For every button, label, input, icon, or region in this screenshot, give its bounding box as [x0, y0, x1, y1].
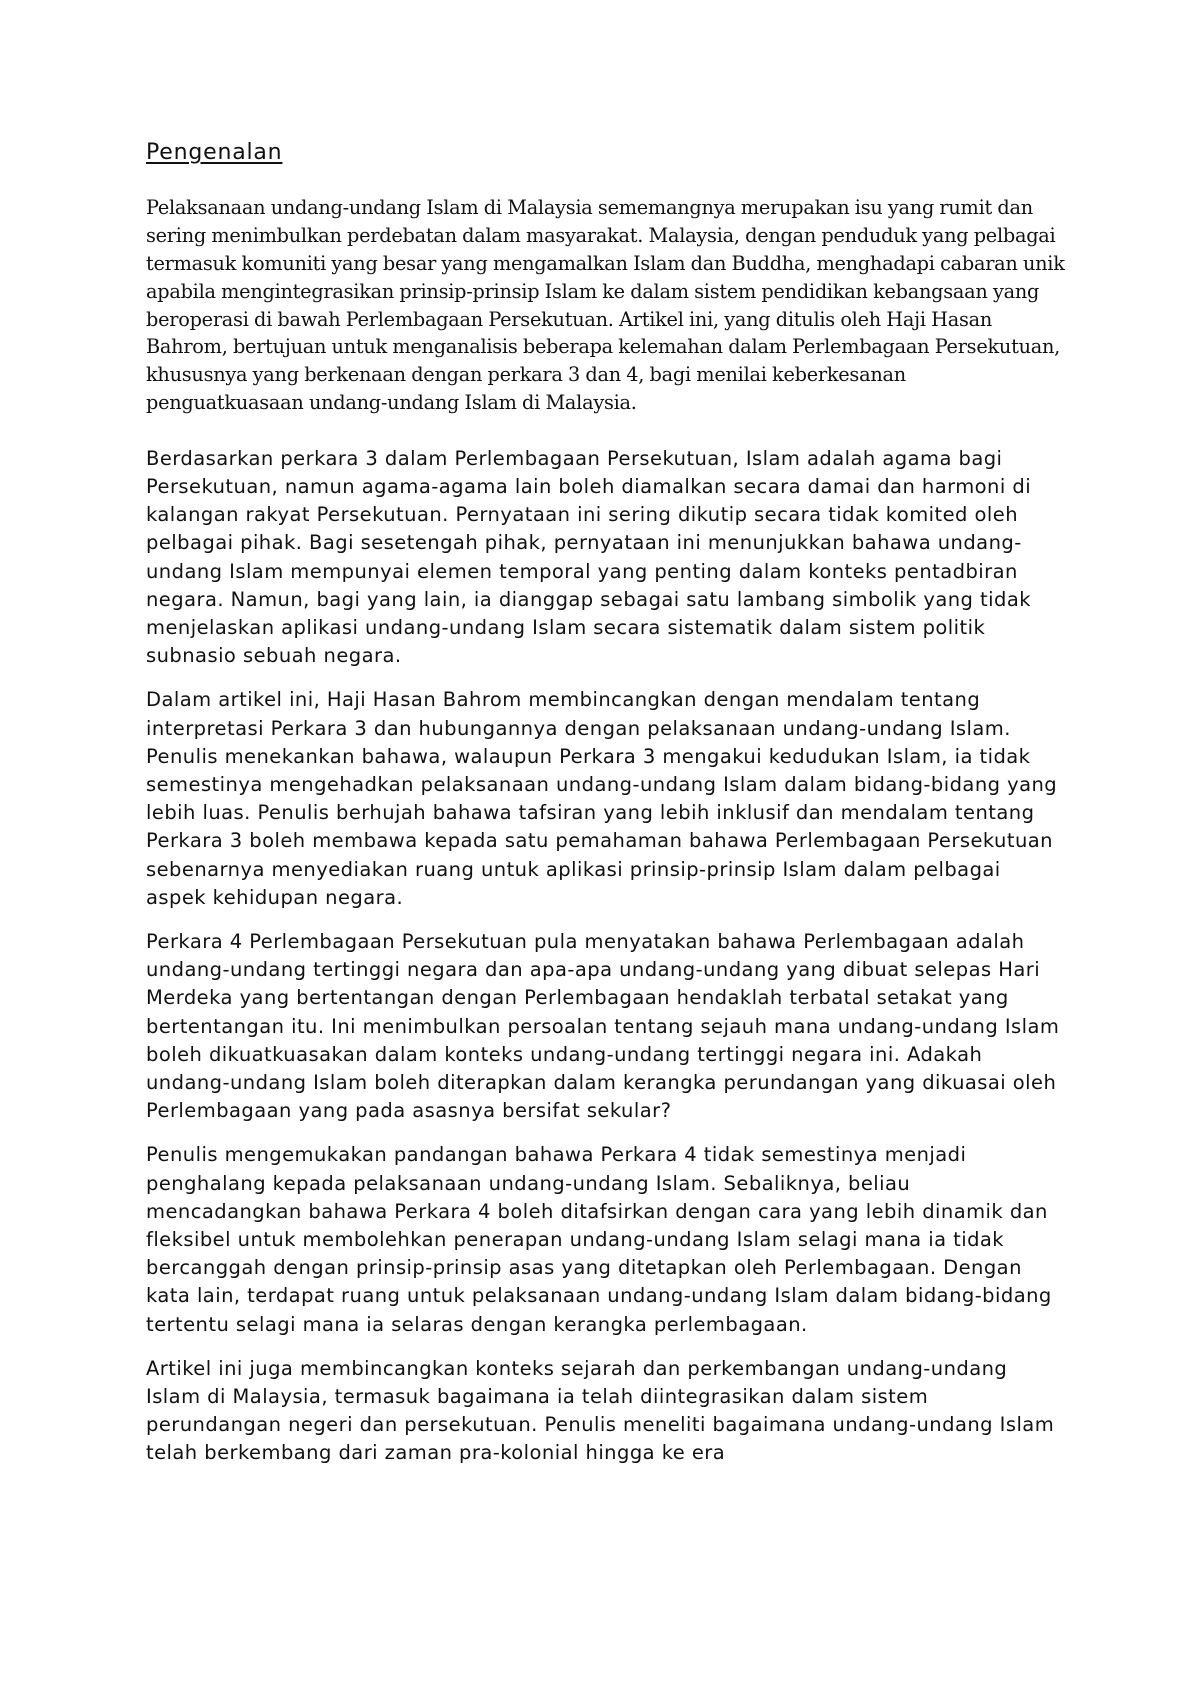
paragraph-perkara-4: Perkara 4 Perlembagaan Persekutuan pula menyatakan bahawa Perlembagaan adalah undang-undang tertinggi negara dan apa-apa undang-undang yang dibuat selepas Hari Merdeka yang bertentangan dengan Perlembagaan hendaklah terbatal setakat yang bertentangan itu. Ini menimbulkan persoalan tentang sejauh mana undang-undang Islam boleh dikuatkuasakan dalam konteks undang-undang tertinggi negara ini. Adakah undang-undang Islam boleh diterapkan dalam kerangka perundangan yang dikuasai oleh Perlembagaan yang pada asasnya bersifat sekular?	[146, 930, 1060, 1123]
paragraph-intro: Pelaksanaan undang-undang Islam di Malaysia sememangnya merupakan isu yang rumit dan sering menimbulkan perdebatan dalam masyarakat. Malaysia, dengan penduduk yang pelbagai termasuk komuniti yang besar yang mengamalkan Islam dan Buddha, menghadapi cabaran unik apabila mengintegrasikan prinsip-prinsip Islam ke dalam sistem pendidikan kebangsaan yang beroperasi di bawah Perlembagaan Persekutuan. Artikel ini, yang ditulis oleh Haji Hasan Bahrom, bertujuan untuk menganalisis beberapa kelemahan dalam Perlembagaan Persekutuan, khususnya yang berkenaan dengan perkara 3 dan 4, bagi menilai keberkesanan penguatkuasaan undang-undang Islam di Malaysia.	[146, 196, 1065, 414]
paragraph-pandangan-penulis: Penulis mengemukakan pandangan bahawa Perkara 4 tidak semestinya menjadi penghalang kepada pelaksanaan undang-undang Islam. Sebaliknya, beliau mencadangkan bahawa Perkara 4 boleh ditafsirkan dengan cara yang lebih dinamik dan fleksibel untuk membolehkan penerapan undang-undang Islam selagi mana ia tidak bercanggah dengan prinsip-prinsip asas yang ditetapkan oleh Perlembagaan. Dengan kata lain, terdapat ruang untuk pelaksanaan undang-undang Islam dalam bidang-bidang tertentu selagi mana ia selaras dengan kerangka perlembagaan.	[146, 1143, 1052, 1336]
paragraph-perkara-3: Berdasarkan perkara 3 dalam Perlembagaan Persekutuan, Islam adalah agama bagi Persekutuan, namun agama-agama lain boleh diamalkan secara damai dan harmoni di kalangan rakyat Persekutuan. Pernyataan ini sering dikutip secara tidak komited oleh pelbagai pihak. Bagi sesetengah pihak, pernyataan ini menunjukkan bahawa undang-undang Islam mempunyai elemen temporal yang penting dalam konteks pentadbiran negara. Namun, bagi yang lain, ia dianggap sebagai satu lambang simbolik yang tidak menjelaskan aplikasi undang-undang Islam secara sistematik dalam sistem politik subnasio sebuah negara.	[146, 446, 1032, 668]
document-page	[146, 140, 1066, 1484]
paragraph-konteks-sejarah: Artikel ini juga membincangkan konteks sejarah dan perkembangan undang-undang Islam di Malaysia, termasuk bagaimana ia telah diintegrasikan dalam sistem perundangan negeri dan persekutuan. Penulis meneliti bagaimana undang-undang Islam telah berkembang dari zaman pra-kolonial hingga ke era	[146, 1356, 1055, 1465]
paragraph-interpretasi-perkara-3: Dalam artikel ini, Haji Hasan Bahrom membincangkan dengan mendalam tentang interpretasi Perkara 3 dan hubungannya dengan pelaksanaan undang-undang Islam. Penulis menekankan bahawa, walaupun Perkara 3 mengakui kedudukan Islam, ia tidak semestinya mengehadkan pelaksanaan undang-undang Islam dalam bidang-bidang yang lebih luas. Penulis berhujah bahawa tafsiran yang lebih inklusif dan mendalam tentang Perkara 3 boleh membawa kepada satu pemahaman bahawa Perlembagaan Persekutuan sebenarnya menyediakan ruang untuk aplikasi prinsip-prinsip Islam dalam pelbagai aspek kehidupan negara.	[146, 688, 1058, 909]
section-heading: Pengenalan	[146, 140, 283, 165]
